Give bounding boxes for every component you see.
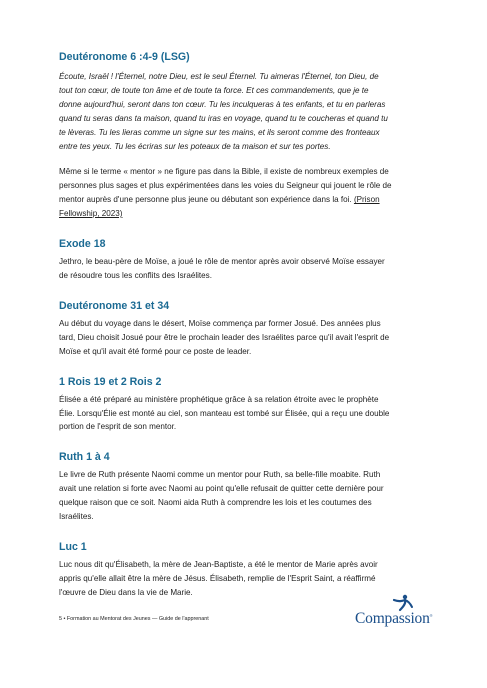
heading-deuteronome-31-34: Deutéronome 31 et 34	[59, 299, 170, 312]
page-footer: 5 • Formation au Mentorat des Jeunes — Guide de l'apprenant	[59, 616, 209, 622]
body-line: Luc nous dit qu'Élisabeth, la mère de Jean-Baptiste, a été le mentor de Marie après avoir	[59, 559, 378, 569]
body-line: Au début du voyage dans le désert, Moïse commença par former Josué. Des années plus	[59, 318, 381, 328]
body-line: de résoudre tous les conflits des Israélites.	[59, 270, 212, 280]
body-line: personnes plus sages et plus expérimentées dans les voies du Seigneur qui jouent le rôle de	[59, 181, 392, 191]
body-line: Le livre de Ruth présente Naomi comme un mentor pour Ruth, sa belle-fille moabite. Ruth	[59, 470, 381, 480]
page-content	[59, 50, 431, 600]
logo-wordmark-text: Compassion	[355, 610, 430, 627]
quote-line: tout ton cœur, de toute ton âme et de toute ta force. Et ces commandements, que je te	[59, 85, 369, 95]
quote-line: Écoute, Israël ! l'Éternel, notre Dieu, est le seul Éternel. Tu aimeras l'Éternel, ton Dieu, de	[59, 72, 379, 81]
heading-deuteronome-6: Deutéronome 6 :4-9 (LSG)	[59, 51, 190, 63]
body-line: tard, Dieu choisit Josué pour être le prochain leader des Israélites parce qu'il avait l'esprit de	[59, 332, 390, 342]
quote-line: donne aujourd'hui, seront dans ton cœur. Tu les inculqueras à tes enfants, et tu en parleras	[59, 99, 386, 109]
body-line-text: mentor auprès d'une personne plus jeune ou débutant son expérience dans la foi.	[59, 195, 352, 205]
body-line: l'œuvre de Dieu dans la vie de Marie.	[59, 587, 193, 597]
quote-line: quand tu seras dans ta maison, quand tu iras en voyage, quand tu te coucheras et quand tu	[59, 113, 388, 123]
body-line: portion de l'esprit de son mentor.	[59, 422, 177, 432]
heading-exode-18: Exode 18	[59, 238, 106, 251]
body-line: Élie. Lorsqu'Élie est monté au ciel, son manteau est tombé sur Élisée, qui a reçu une double	[59, 408, 390, 418]
citation-link[interactable]: (Prison	[353, 195, 380, 205]
body-line: avait une relation si forte avec Naomi au point qu'elle refusait de quitter cette dernière pour	[59, 484, 384, 494]
logo-trademark: ®	[429, 612, 433, 618]
body-line: Élisée a été préparé au ministère prophétique grâce à sa relation étroite avec le prophète	[59, 394, 379, 404]
body-line: Jethro, le beau-père de Moïse, a joué le rôle de mentor après avoir observé Moïse essayer	[59, 257, 385, 267]
body-line	[59, 207, 431, 221]
body-line: Même si le terme « mentor » ne figure pas dans la Bible, il existe de nombreux exemples de	[59, 167, 389, 177]
heading-ruth: Ruth 1 à 4	[59, 451, 110, 464]
heading-rois: 1 Rois 19 et 2 Rois 2	[59, 375, 162, 388]
body-line: appris qu'elle allait être la mère de Jésus. Élisabeth, remplie de l'Esprit Saint, a réaffirmé	[59, 573, 376, 583]
heading-luc-1: Luc 1	[59, 540, 87, 553]
quote-line: te lèveras. Tu les lieras comme un signe sur tes mains, et ils seront comme des fronteaux	[59, 127, 380, 137]
body-line: Moïse et qu'il avait été formé pour ce poste de leader.	[59, 346, 252, 356]
logo-wordmark	[355, 610, 433, 628]
body-line: quelque raison que ce soit. Naomi aida Ruth à comprendre les lois et les coutumes des	[59, 498, 372, 508]
body-line	[59, 193, 431, 207]
body-line: Israélites.	[59, 512, 94, 522]
quote-line: entre tes yeux. Tu les écriras sur les poteaux de ta maison et sur tes portes.	[59, 141, 331, 151]
compassion-logo	[355, 594, 435, 630]
citation-link[interactable]: Fellowship, 2023)	[59, 209, 123, 219]
